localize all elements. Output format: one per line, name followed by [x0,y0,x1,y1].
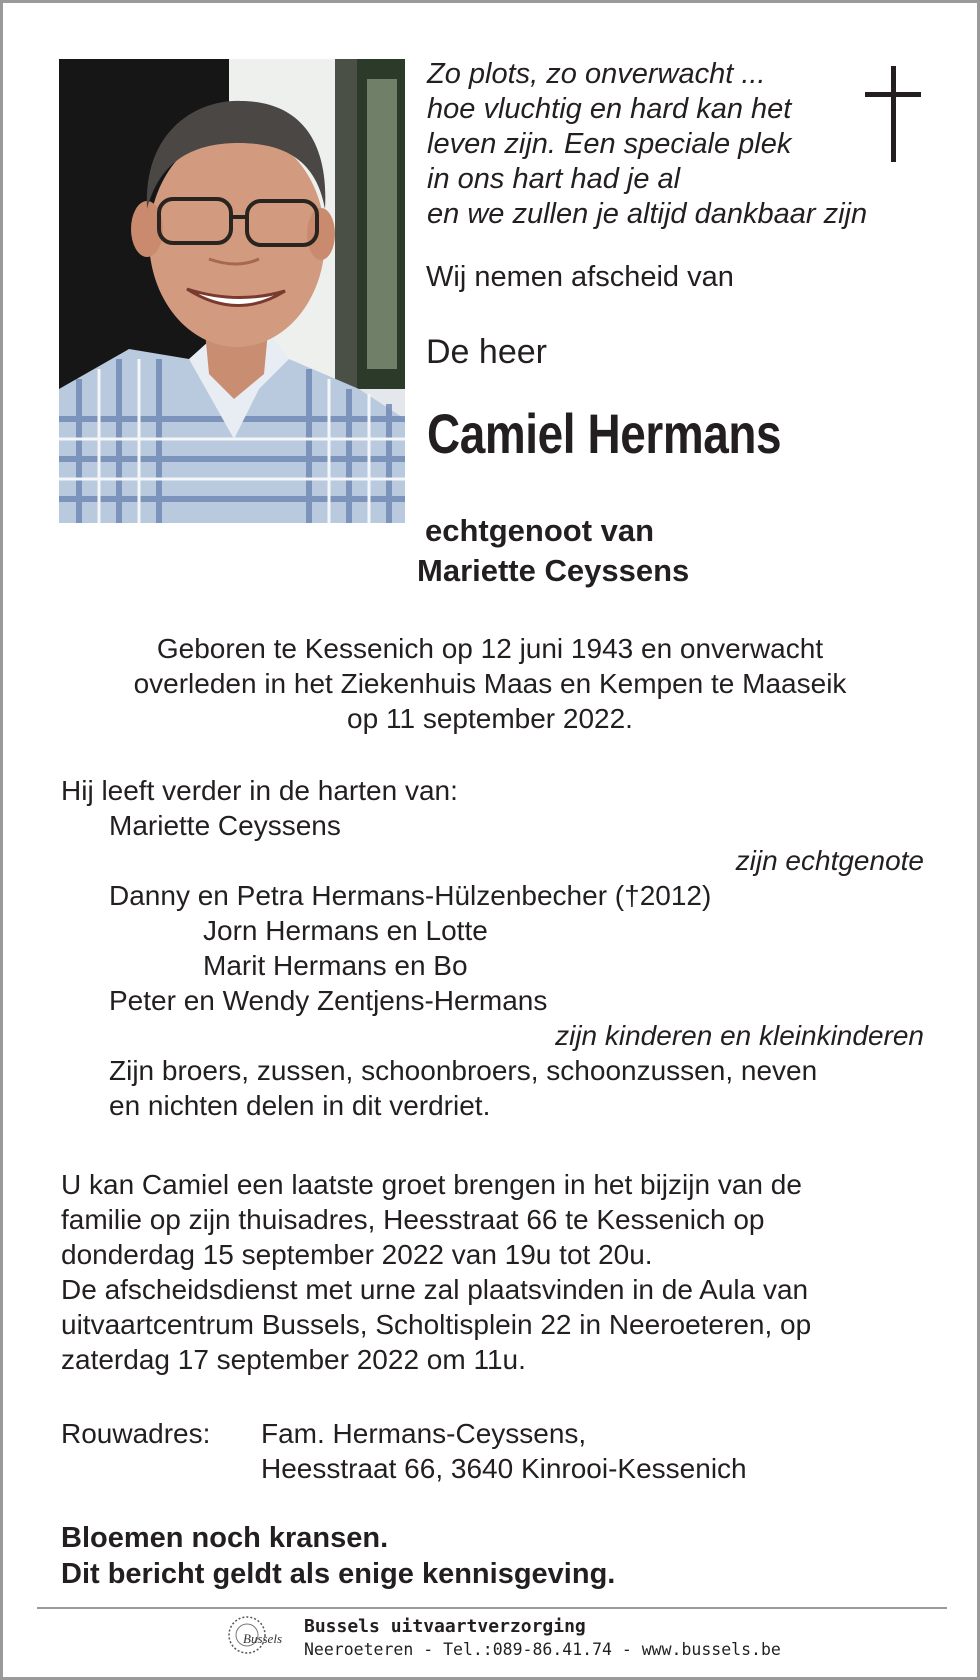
service-line: donderdag 15 september 2022 van 19u tot 20u. [61,1239,653,1270]
address-label: Rouwadres: [61,1418,211,1449]
bussels-logo-icon [225,1613,291,1659]
portrait-photo [59,59,405,523]
closing-line: Dit bericht geldt als enige kennisgeving. [61,1558,616,1590]
survivors-heading: Hij leeft verder in de harten van: [61,775,458,806]
address-line: Fam. Hermans-Ceyssens, [261,1418,587,1449]
address-line: Heesstraat 66, 3640 Kinrooi-Kessenich [261,1453,747,1484]
spouse-role: zijn echtgenote [735,845,924,876]
verse-line: en we zullen je altijd dankbaar zijn [427,198,868,230]
logo-text: Bussels [243,1631,282,1646]
portrait-illustration [59,59,405,523]
child-line: Peter en Wendy Zentjens-Hermans [109,985,548,1016]
cross-icon [865,66,921,162]
birth-death-line: overleden in het Ziekenhuis Maas en Kempen te Maaseik [133,668,847,699]
verse-line: in ons hart had je al [427,163,681,195]
funeral-company-contact: Neeroeteren - Tel.:089-86.41.74 - www.bussels.be [304,1640,781,1659]
grandchild-line: Marit Hermans en Bo [203,950,468,981]
verse-line: Zo plots, zo onverwacht ... [427,58,766,90]
verse-line: hoe vluchtig en hard kan het [427,93,792,125]
birth-death-line: Geboren te Kessenich op 12 juni 1943 en onverwacht [156,633,824,664]
birth-death-info [3,631,977,736]
birth-death-line: op 11 september 2022. [347,703,633,734]
honorific: De heer [426,333,547,371]
footer-divider [37,1607,947,1609]
service-line: zaterdag 17 september 2022 om 11u. [61,1344,526,1375]
spouse-name: Mariette Ceyssens [417,553,690,588]
closing-line: Bloemen noch kransen. [61,1522,389,1554]
spouse-relation: echtgenoot van [425,513,655,548]
service-line: De afscheidsdienst met urne zal plaatsvinden in de Aula van [61,1274,809,1305]
child-line: Danny en Petra Hermans-Hülzenbecher (†2012) [109,880,712,911]
service-line: uitvaartcentrum Bussels, Scholtisplein 22 in Neeroeteren, op [61,1309,812,1340]
grandchild-line: Jorn Hermans en Lotte [203,915,488,946]
verse-line: leven zijn. Een speciale plek [427,128,792,160]
farewell-intro: Wij nemen afscheid van [426,261,734,293]
survivor-spouse: Mariette Ceyssens [109,810,341,841]
family-line: Zijn broers, zussen, schoonbroers, schoonzussen, neven [109,1055,818,1086]
memorial-verse [427,57,867,232]
family-line: en nichten delen in dit verdriet. [109,1090,491,1121]
children-role: zijn kinderen en kleinkinderen [555,1020,924,1051]
funeral-company-name: Bussels uitvaartverzorging [304,1616,586,1637]
service-line: familie op zijn thuisadres, Heesstraat 66 te Kessenich op [61,1204,765,1235]
service-line: U kan Camiel een laatste groet brengen in het bijzijn van de [61,1169,802,1200]
deceased-name: Camiel Hermans [427,402,782,465]
